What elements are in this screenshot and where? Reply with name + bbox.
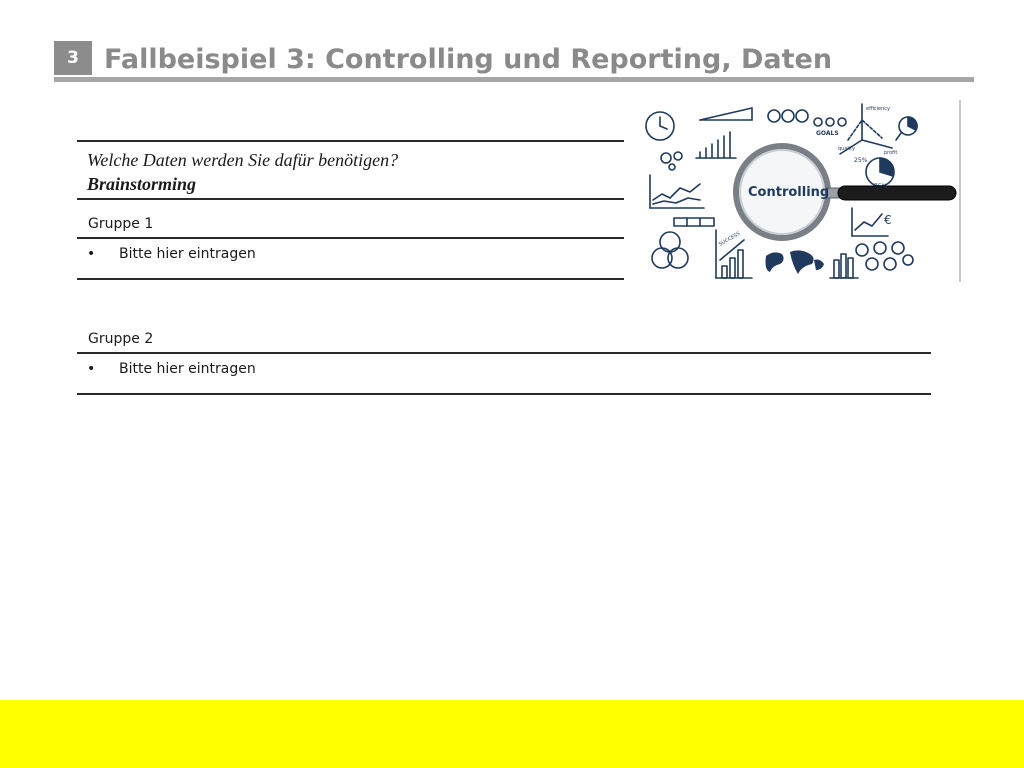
group-1-header-rule — [77, 237, 624, 239]
question-block — [87, 148, 398, 196]
group-2-label: Gruppe 2 — [88, 331, 154, 347]
group-1-bottom-rule — [77, 278, 624, 280]
world-map-icon — [766, 250, 825, 274]
brainstorming-label: Brainstorming — [87, 174, 197, 194]
clock-icon — [646, 112, 674, 140]
table-top-rule — [77, 140, 624, 142]
title-underline — [54, 77, 974, 82]
group-2-entry-field[interactable]: Bitte hier eintragen — [119, 361, 256, 377]
question-bottom-rule — [77, 198, 624, 200]
smiley-icons — [768, 110, 808, 122]
euro-chart-icon — [852, 208, 888, 236]
quality-label: quality — [838, 146, 856, 152]
controlling-illustration — [640, 100, 962, 282]
efficiency-label: efficiency — [866, 106, 891, 112]
magnifier-label: Controlling — [748, 185, 830, 200]
trend-triangle-icon — [700, 108, 752, 120]
group-2-bottom-rule — [77, 393, 931, 395]
page-title: Fallbeispiel 3: Controlling und Reporting, Daten — [104, 44, 833, 75]
gears-icon-right — [856, 242, 913, 270]
line-chart-icon — [650, 175, 704, 208]
percent-label: 75% — [874, 183, 888, 190]
profit-label: profit — [884, 150, 898, 156]
gears-icon-left — [661, 152, 682, 170]
goals-icon — [814, 118, 846, 126]
footer-band — [0, 700, 1024, 768]
group-1-entry-field[interactable]: Bitte hier eintragen — [119, 246, 256, 262]
venn-diagram-icon — [652, 232, 688, 268]
pie-chart-icon — [866, 158, 894, 186]
goals-label: GOALS — [816, 130, 839, 137]
percent-label-2: 25% — [854, 157, 868, 164]
bar-chart-icon — [696, 132, 736, 158]
illustration-border — [959, 100, 961, 282]
slide-number-badge: 3 — [54, 41, 92, 75]
success-label: SUCCESS — [718, 230, 742, 248]
group-2-header-rule — [77, 352, 931, 354]
table-icon — [674, 218, 714, 226]
building-chart-icon — [830, 254, 858, 278]
group-2-bullet: • — [87, 361, 96, 377]
question-line: Welche Daten werden Sie dafür benötigen? — [87, 150, 399, 170]
euro-symbol: € — [884, 213, 892, 227]
group-1-bullet: • — [87, 246, 96, 262]
pie-magnifier-icon — [896, 117, 917, 140]
group-1-label: Gruppe 1 — [88, 216, 154, 232]
